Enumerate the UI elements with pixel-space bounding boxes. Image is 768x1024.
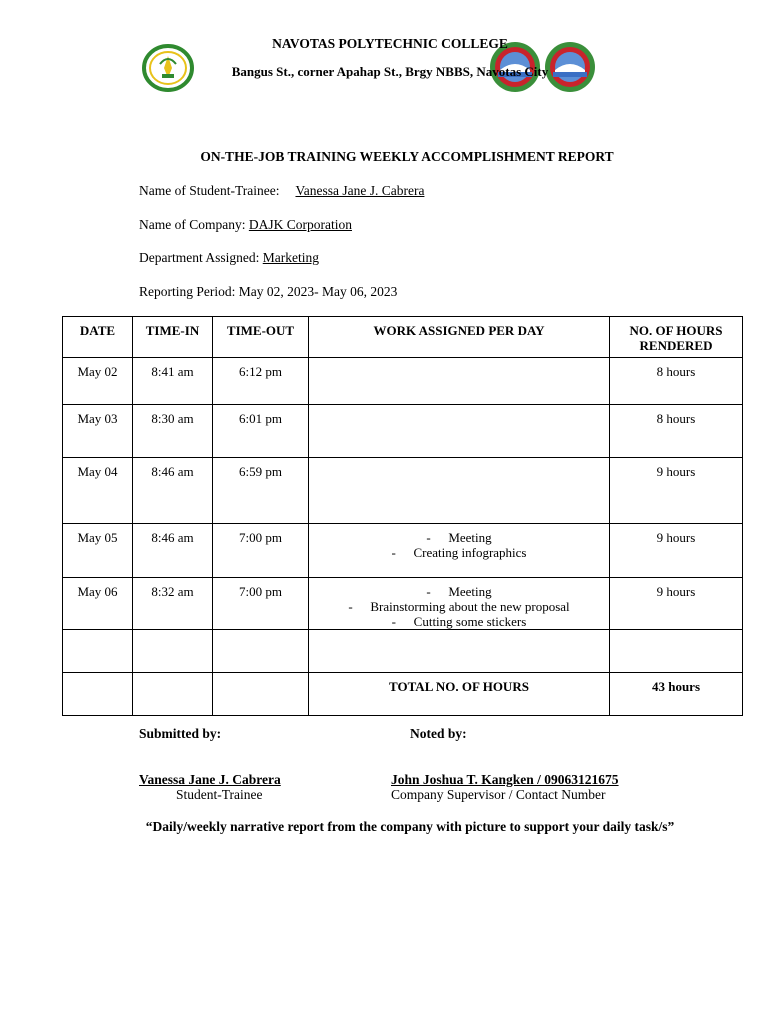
cell-work <box>309 578 610 630</box>
supervisor-role: Company Supervisor / Contact Number <box>391 787 606 802</box>
header-date: DATE <box>63 317 133 358</box>
cell-empty <box>309 630 610 673</box>
table-row <box>63 458 743 524</box>
cell-date: May 04 <box>63 458 133 524</box>
cell-work <box>309 458 610 524</box>
company-value: DAJK Corporation <box>248 217 352 232</box>
cell-date: May 02 <box>63 358 133 405</box>
total-label: TOTAL NO. OF HOURS <box>309 673 610 716</box>
cell-empty <box>63 673 133 716</box>
table-row <box>63 578 743 630</box>
cell-empty <box>213 673 309 716</box>
cell-time-out: 7:00 pm <box>213 524 309 578</box>
table-row <box>63 524 743 578</box>
cell-empty <box>63 630 133 673</box>
company-line <box>139 217 352 233</box>
header-time-in: TIME-IN <box>133 317 213 358</box>
table-row <box>63 358 743 405</box>
total-value: 43 hours <box>610 673 743 716</box>
accomplishment-table <box>62 316 743 716</box>
header-work-assigned: WORK ASSIGNED PER DAY <box>309 317 610 358</box>
cell-time-in: 8:30 am <box>133 405 213 458</box>
cell-hours: 9 hours <box>610 458 743 524</box>
cell-work <box>309 358 610 405</box>
cell-time-out: 7:00 pm <box>213 578 309 630</box>
footer-note: “Daily/weekly narrative report from the company with picture to support your daily task/s” <box>145 819 675 834</box>
work-item: - Creating infographics <box>391 545 527 560</box>
cell-time-out: 6:01 pm <box>213 405 309 458</box>
report-title: ON-THE-JOB TRAINING WEEKLY ACCOMPLISHMENT REPORT <box>200 149 614 164</box>
cell-hours: 8 hours <box>610 358 743 405</box>
cell-empty <box>133 673 213 716</box>
work-item: - Cutting some stickers <box>391 614 527 629</box>
cell-work <box>309 524 610 578</box>
cell-date: May 05 <box>63 524 133 578</box>
department-label: Department Assigned: <box>139 250 260 265</box>
cell-date: May 06 <box>63 578 133 630</box>
cell-hours: 9 hours <box>610 578 743 630</box>
cell-date: May 03 <box>63 405 133 458</box>
table-row <box>63 405 743 458</box>
cell-empty <box>133 630 213 673</box>
cell-time-out: 6:12 pm <box>213 358 309 405</box>
noted-by-label: Noted by: <box>410 726 467 741</box>
total-row <box>63 673 743 716</box>
college-name: NAVOTAS POLYTECHNIC COLLEGE <box>272 36 508 51</box>
cell-hours: 8 hours <box>610 405 743 458</box>
department-value: Marketing <box>262 250 319 265</box>
student-trainee-value: Vanessa Jane J. Cabrera <box>295 183 425 198</box>
company-label: Name of Company: <box>139 217 246 232</box>
work-item: - Meeting <box>426 530 492 545</box>
work-item: - Brainstorming about the new proposal <box>348 599 570 614</box>
cell-hours: 9 hours <box>610 524 743 578</box>
cell-time-out: 6:59 pm <box>213 458 309 524</box>
table-header-row <box>63 317 743 358</box>
submitted-by-label: Submitted by: <box>139 726 222 741</box>
reporting-period-line <box>139 284 397 300</box>
work-item: - Meeting <box>426 584 492 599</box>
college-address: Bangus St., corner Apahap St., Brgy NBBS, Navotas City <box>231 64 549 79</box>
supervisor-signature-name: John Joshua T. Kangken / 09063121675 <box>391 772 619 787</box>
cell-time-in: 8:46 am <box>133 524 213 578</box>
cell-empty <box>610 630 743 673</box>
header-hours-rendered: NO. OF HOURS RENDERED <box>610 317 743 358</box>
student-signature-name: Vanessa Jane J. Cabrera <box>139 772 281 787</box>
header-time-out: TIME-OUT <box>213 317 309 358</box>
department-line <box>139 250 319 266</box>
student-trainee-line <box>139 183 424 199</box>
cell-empty <box>213 630 309 673</box>
student-trainee-label: Name of Student-Trainee: <box>139 183 280 198</box>
reporting-period-label: Reporting Period: <box>139 284 236 299</box>
cell-time-in: 8:32 am <box>133 578 213 630</box>
reporting-period-value: May 02, 2023- May 06, 2023 <box>238 284 398 299</box>
student-role: Student-Trainee <box>176 787 263 802</box>
cell-work <box>309 405 610 458</box>
table-row <box>63 630 743 673</box>
cell-time-in: 8:41 am <box>133 358 213 405</box>
cell-time-in: 8:46 am <box>133 458 213 524</box>
